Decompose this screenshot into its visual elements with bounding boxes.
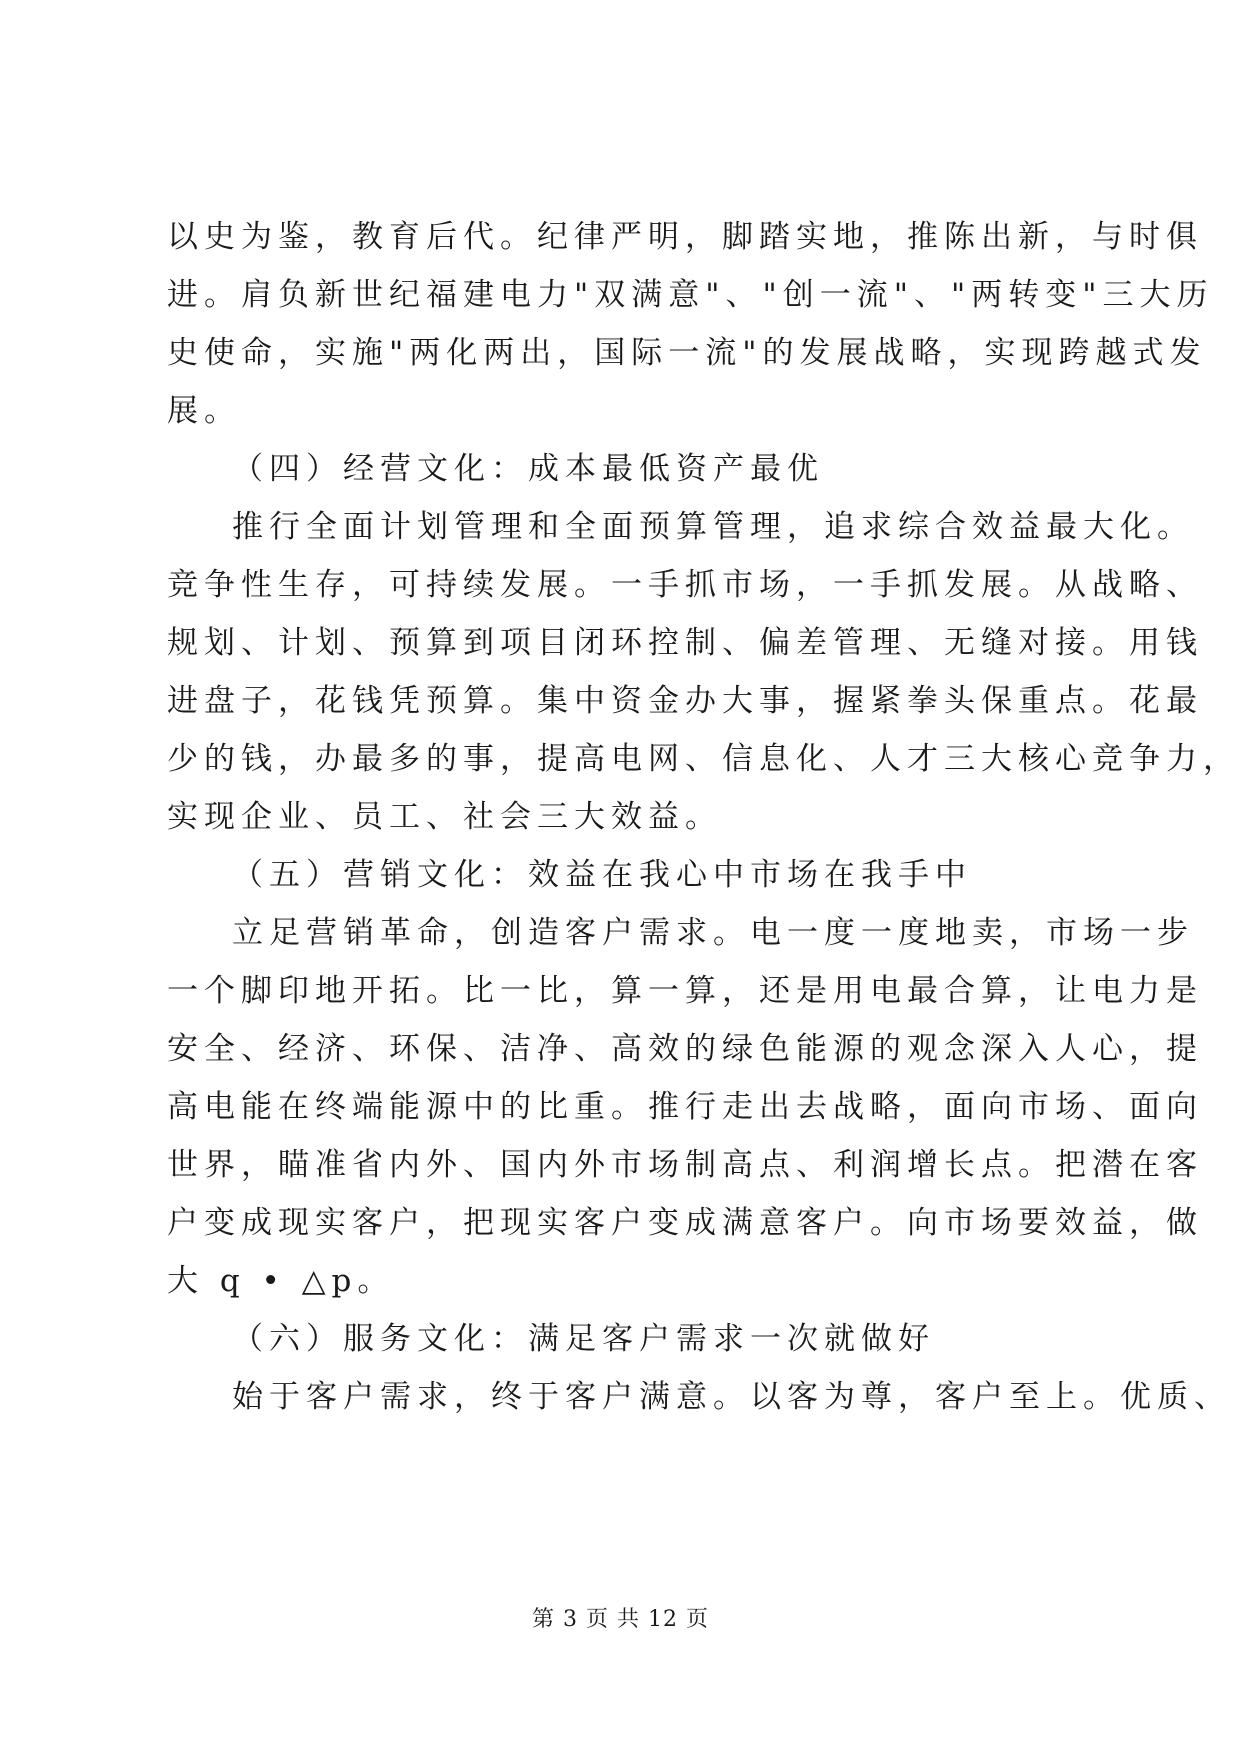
text-line: 以史为鉴，教育后代。纪律严明，脚踏实地，推陈出新，与时俱 [167, 219, 1203, 255]
section-heading: （六）服务文化：满足客户需求一次就做好 [232, 1321, 935, 1357]
text-line: 竞争性生存，可持续发展。一手抓市场，一手抓发展。从战略、 [167, 567, 1203, 603]
text-line: 规划、计划、预算到项目闭环控制、偏差管理、无缝对接。用钱 [167, 625, 1203, 661]
text-line: 高电能在终端能源中的比重。推行走出去战略，面向市场、面向 [167, 1089, 1203, 1125]
section-heading: （四）经营文化：成本最低资产最优 [232, 451, 824, 487]
text-line: 展。 [167, 393, 241, 429]
paragraph-first-line: 立足营销革命，创造客户需求。电一度一度地卖，市场一步 [232, 915, 1194, 951]
text-line: 少的钱，办最多的事，提高电网、信息化、人才三大核心竞争力， [167, 741, 1240, 777]
section-heading: （五）营销文化：效益在我心中市场在我手中 [232, 857, 972, 893]
text-line: 世界，瞄准省内外、国内外市场制高点、利润增长点。把潜在客 [167, 1147, 1203, 1183]
text-line: 大 q • △p。 [167, 1263, 395, 1299]
page-footer: 第 3 页 共 12 页 [532, 1607, 709, 1632]
text-line: 安全、经济、环保、洁净、高效的绿色能源的观念深入人心，提 [167, 1031, 1203, 1067]
paragraph-first-line: 推行全面计划管理和全面预算管理，追求综合效益最大化。 [232, 509, 1194, 545]
text-line: 进盘子，花钱凭预算。集中资金办大事，握紧拳头保重点。花最 [167, 683, 1203, 719]
text-line: 实现企业、员工、社会三大效益。 [167, 799, 722, 835]
paragraph-first-line: 始于客户需求，终于客户满意。以客为尊，客户至上。优质、 [232, 1379, 1231, 1415]
text-line: 进。肩负新世纪福建电力"双满意"、"创一流"、"两转变"三大历 [167, 277, 1214, 313]
text-line: 一个脚印地开拓。比一比，算一算，还是用电最合算，让电力是 [167, 973, 1203, 1009]
text-line: 户变成现实客户，把现实客户变成满意客户。向市场要效益，做 [167, 1205, 1203, 1241]
text-line: 史使命，实施"两化两出，国际一流"的发展战略，实现跨越式发 [167, 335, 1207, 371]
